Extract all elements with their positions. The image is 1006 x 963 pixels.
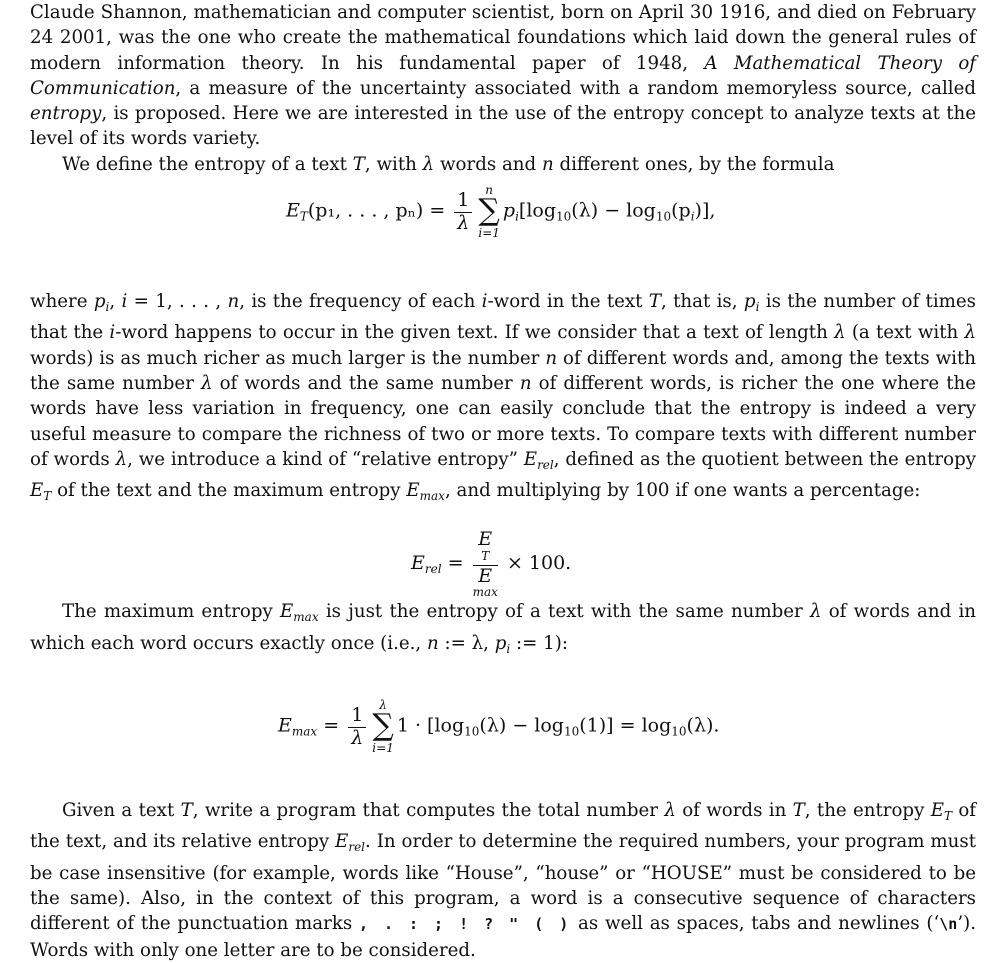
paragraph-max-entropy: The maximum entropy $E_{max}$ is just the entropy of a text with the same number λ of words and in which each word occurs exactly once (i.e., n := λ, $p_i$ := 1): [30, 601, 976, 656]
newline-code: \n [939, 915, 958, 934]
paper-title: A Mathematical Theory of Communication [30, 52, 977, 99]
term-entropy: entropy [30, 103, 102, 125]
paragraph-definition: We define the entropy of a text T, with λ words and n different ones, by the formula [62, 153, 835, 175]
document-page [30, 0, 976, 963]
paragraph-intro: Claude Shannon, mathematician and computer scientist, born on April 30 1916, and died on February 24 2001, was the one who create the mathematical foundations which laid down the general rules of modern information theory. In his fundamental paper of 1948, A Mathematical Theory of Communication, a measure of the uncertainty associated with a random memoryless source, called entropy, is proposed. Here we are interested in the use of the entropy concept to analyze texts at the level of its words variety. [30, 2, 977, 150]
equation-entropy: $E_T(p_1$, . . . , pₙ) = $\frac{1}{\lambda}$ n ∑ i=1 $p_i[\log_{10}(\lambda) - \log_{10}(p_i)]$, [286, 183, 716, 240]
paragraph-task: Given a text T, write a program that computes the total number λ of words in T, the entropy $E_T$ of the text, and its relative entropy $E_{rel}$. In order to determine the required numbers, your program must be case insensitive (for example, words like “House”, “house” or “HOUSE” must be considered to be the same). Also, in the context of this program, a word is a consecutive sequence of characters different of the punctuation marks , . : ; ! ? " ( ) as well as spaces, tabs and newlines (‘\n’). Words with only one letter are to be considered. [30, 800, 977, 961]
equation-relative-entropy: $E_{rel}$ = E T E max × 100. [411, 528, 572, 600]
paragraph-frequency: where $p_i$, i = 1, . . . , n, is the frequency of each i-word in the text T, that is, $p_i$ is the number of times that the i-word happens to occur in the given text. If we consider that a text of length λ (a text with λ words) is as much richer as much larger is the number n of different words and, among the texts with the same number λ of words and the same number n of different words, is richer the one where the words have less variation in frequency, one can easily conclude that the entropy is indeed a very useful measure to compare the richness of two or more texts. To compare texts with different number of words λ, we introduce a kind of “relative entropy” $E_{rel}$, defined as the quotient between the entropy $E_T$ of the text and the maximum entropy $E_{max}$, and multiplying by 100 if one wants a percentage: [30, 291, 977, 504]
equation-max-entropy: $E_{max}$ = $\frac{1}{\lambda}$ λ ∑ i=1 $1 \cdot [\log_{10}(\lambda) - \log_{10}(1)] = \log_{10}(\lambda)$. [278, 698, 720, 755]
punctuation-marks: , . : ; ! ? " ( ) [358, 915, 572, 934]
